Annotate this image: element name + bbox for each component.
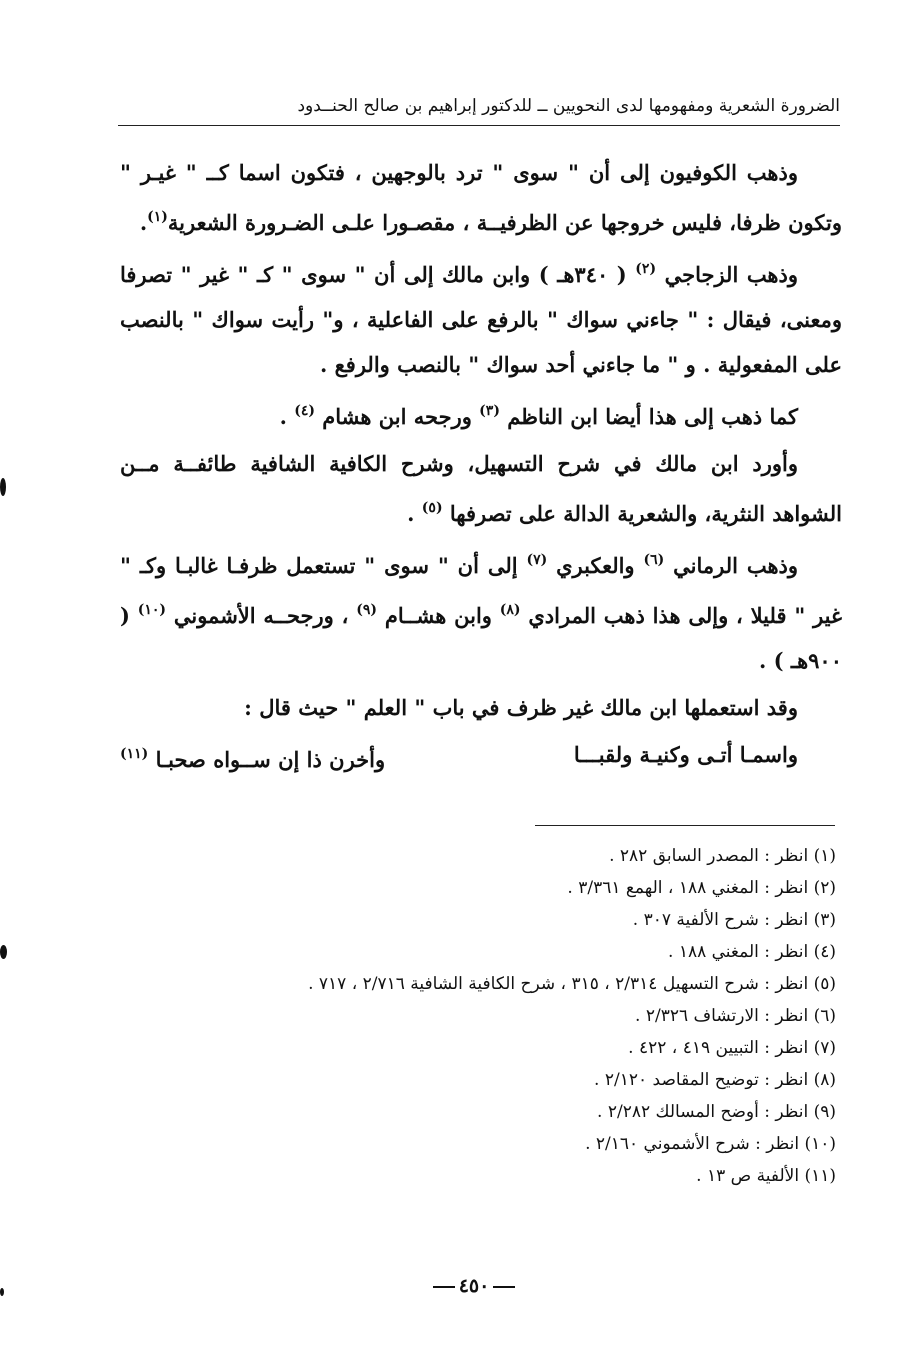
paragraph-4: وأورد ابن مالك في شرح التسهيل، وشرح الكافية الشافية طائفــة مــن الشواهد النثرية، والشعرية الدالة على تصرفها $^{(٥)}$ . [120, 451, 842, 526]
scan-speck [0, 478, 6, 496]
main-text [120, 150, 842, 782]
footnote-8: (٨) انظر : توضيح المقاصد ٢/١٢٠ . [594, 1070, 836, 1090]
header-rule [118, 125, 840, 126]
page-number-value: ٤٥٠ [458, 1275, 490, 1297]
verse-hemistich-2: وأخرن ذا إن ســواه صحبـا [155, 747, 386, 772]
footnote-5: (٥) انظر : شرح التسهيل ٢/٣١٤ ، ٣١٥ ، شرح الكافية الشافية ٢/٧١٦ ، ٧١٧ . [308, 974, 836, 994]
scan-speck [0, 1288, 4, 1296]
paragraph-2: وذهب الزجاجي $^{(٢)}$ ( ٣٤٠هـ ) وابن مالك إلى أن " سوى " كـ " غير " تصرفا ومعنى، فيقال : " جاءني سواك " بالرفع على الفاعلية ، و" رأيت سواك " بالنصب على المفعولية . و " ما جاءني أحد سواك " بالنصب والرفع . [120, 261, 842, 377]
verse-hemistich-2-wrap [120, 732, 385, 782]
poetry-verse [120, 732, 842, 782]
footnote-4: (٤) انظر : المغني ١٨٨ . [668, 942, 836, 962]
footnote-7: (٧) انظر : التبيين ٤١٩ ، ٤٢٢ . [628, 1038, 836, 1058]
footnote-rule [535, 825, 835, 826]
paragraph-6: وقد استعملها ابن مالك غير ظرف في باب " العلم " حيث قال : [244, 695, 798, 720]
paragraph-3: كما ذهب إلى هذا أيضا ابن الناظم $^{(٣)}$ ورجحه ابن هشام $^{(٤)}$ . [279, 403, 798, 429]
running-header: الضرورة الشعرية ومفهومها لدى النحويين ــ للدكتور إبراهيم بن صالح الحنــدود [297, 96, 840, 116]
footnote-6: (٦) انظر : الارتشاف ٢/٣٢٦ . [635, 1006, 836, 1026]
page-number-dash-right [493, 1286, 515, 1288]
footnote-10: (١٠) انظر : شرح الأشموني ٢/١٦٠ . [585, 1134, 836, 1154]
footnote-1: (١) انظر : المصدر السابق ٢٨٢ . [609, 846, 836, 866]
footnote-2: (٢) انظر : المغني ١٨٨ ، الهمع ٣/٣٦١ . [567, 878, 836, 898]
footnote-3: (٣) انظر : شرح الألفية ٣٠٧ . [632, 910, 836, 930]
page-number-dash-left [433, 1286, 455, 1288]
footnote-11: (١١) الألفية ص ١٣ . [696, 1166, 836, 1186]
verse-footnote-ref: (١١) [120, 746, 149, 762]
scan-speck [0, 945, 7, 959]
paragraph-5: وذهب الرماني $^{(٦)}$ والعكبري $^{(٧)}$ إلى أن " سوى " تستعمل ظرفـا غالبـا وكـ " غير " قليلا ، وإلى هذا ذهب المرادي $^{(٨)}$ وابن هشــام $^{(٩)}$ ، ورجحــه الأشموني $^{(١٠)}$ ( ٩٠٠هـ ) . [120, 552, 842, 673]
footnote-9: (٩) انظر : أوضح المسالك ٢/٢٨٢ . [597, 1102, 836, 1122]
paragraph-1: وذهب الكوفيون إلى أن " سوى " ترد بالوجهين ، فتكون اسما كــ " غيـر " وتكون ظرفا، فليس خروجها عن الظرفيــة ، مقصـورا علـى الضـرورة الشعرية$^{(١)}$. [120, 160, 842, 235]
footnotes [116, 840, 836, 1192]
page-number [412, 1275, 536, 1297]
verse-hemistich-1: واسمـا أتـى وكنيـة ولقبـــا [573, 742, 798, 767]
